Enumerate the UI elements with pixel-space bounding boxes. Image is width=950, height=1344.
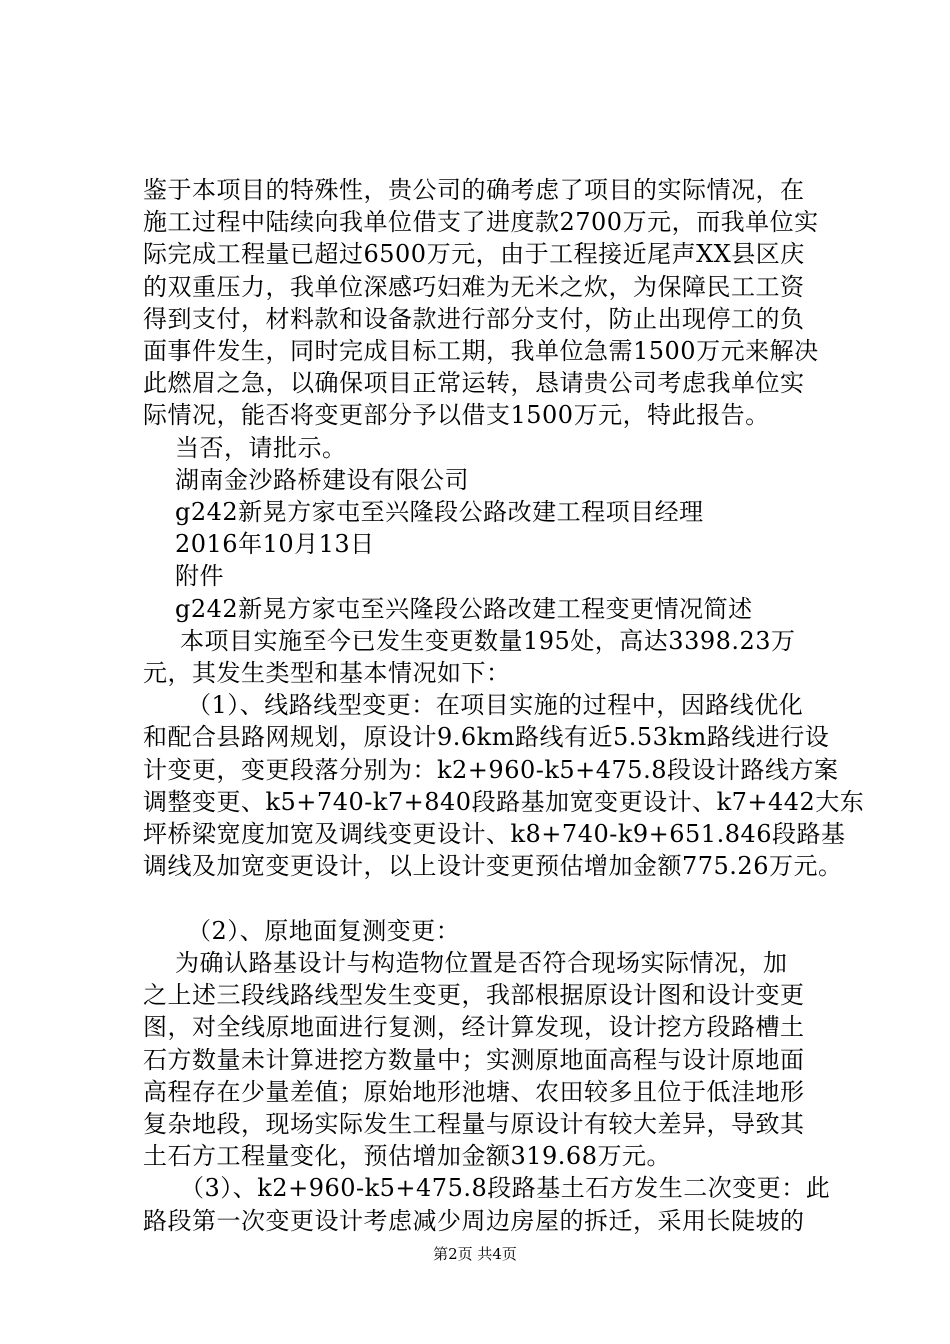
paragraph-line: 施工过程中陆续向我单位借支了进度款2700万元，而我单位实 bbox=[143, 208, 819, 236]
paragraph-line: 图，对全线原地面进行复测，经计算发现，设计挖方段路槽土 bbox=[143, 1013, 805, 1041]
paragraph-line: 石方数量未计算进挖方数量中；实测原地面高程与设计原地面 bbox=[143, 1046, 805, 1074]
paragraph-line: 高程存在少量差值；原始地形池塘、农田较多且位于低洼地形 bbox=[143, 1078, 805, 1106]
paragraph-line: 调线及加宽变更设计，以上设计变更预估增加金额775.26万元。 bbox=[143, 852, 843, 880]
paragraph-line: 和配合县路网规划，原设计9.6km路线有近5.53km路线进行设 bbox=[143, 723, 830, 751]
attachment-title: g242新晃方家屯至兴隆段公路改建工程变更情况简述 bbox=[175, 595, 753, 623]
paragraph-line: 鉴于本项目的特殊性，贵公司的确考虑了项目的实际情况，在 bbox=[143, 176, 805, 204]
paragraph-line: 元，其发生类型和基本情况如下： bbox=[143, 659, 511, 687]
paragraph-line: 际情况，能否将变更部分予以借支1500万元，特此报告。 bbox=[143, 401, 770, 429]
section-heading: （2）、原地面复测变更： bbox=[187, 917, 461, 945]
paragraph-line: 复杂地段，现场实际发生工程量与原设计有较大差异，导致其 bbox=[143, 1110, 805, 1138]
paragraph-line: 调整变更、k5+740-k7+840段路基加宽变更设计、k7+442大东 bbox=[143, 788, 865, 816]
paragraph-line: 得到支付，材料款和设备款进行部分支付，防止出现停工的负 bbox=[143, 305, 805, 333]
page-number-footer: 第2页 共4页 bbox=[433, 1245, 517, 1263]
paragraph-line: 坪桥梁宽度加宽及调线变更设计、k8+740-k9+651.846段路基 bbox=[143, 820, 846, 848]
paragraph-line: 际完成工程量已超过6500万元，由于工程接近尾声XX县区庆 bbox=[143, 240, 805, 268]
paragraph-line: 为确认路基设计与构造物位置是否符合现场实际情况，加 bbox=[175, 949, 788, 977]
project-manager-line: g242新晃方家屯至兴隆段公路改建工程项目经理 bbox=[175, 498, 704, 526]
paragraph-line: 面事件发生，同时完成目标工期，我单位急需1500万元来解决 bbox=[143, 337, 819, 365]
date-line: 2016年10月13日 bbox=[175, 530, 375, 558]
paragraph-line: 的双重压力，我单位深感巧妇难为无米之炊，为保障民工工资 bbox=[143, 273, 805, 301]
paragraph-line: （1）、线路线型变更：在项目实施的过程中，因路线优化 bbox=[187, 691, 804, 719]
paragraph-line: 本项目实施至今已发生变更数量195处，高达3398.23万 bbox=[180, 627, 796, 655]
paragraph-line: （3）、k2+960-k5+475.8段路基土石方发生二次变更：此 bbox=[180, 1174, 831, 1202]
attachment-heading: 附件 bbox=[175, 562, 224, 590]
approval-request-line: 当否，请批示。 bbox=[175, 434, 347, 462]
paragraph-line: 土石方工程量变化，预估增加金额319.68万元。 bbox=[143, 1142, 671, 1170]
paragraph-line: 之上述三段线路线型发生变更，我部根据原设计图和设计变更 bbox=[143, 981, 805, 1009]
company-name-line: 湖南金沙路桥建设有限公司 bbox=[175, 466, 469, 494]
paragraph-line: 此燃眉之急，以确保项目正常运转，恳请贵公司考虑我单位实 bbox=[143, 369, 805, 397]
paragraph-line: 计变更，变更段落分别为：k2+960-k5+475.8段设计路线方案 bbox=[143, 756, 839, 784]
paragraph-line: 路段第一次变更设计考虑减少周边房屋的拆迁，采用长陡坡的 bbox=[143, 1207, 805, 1235]
